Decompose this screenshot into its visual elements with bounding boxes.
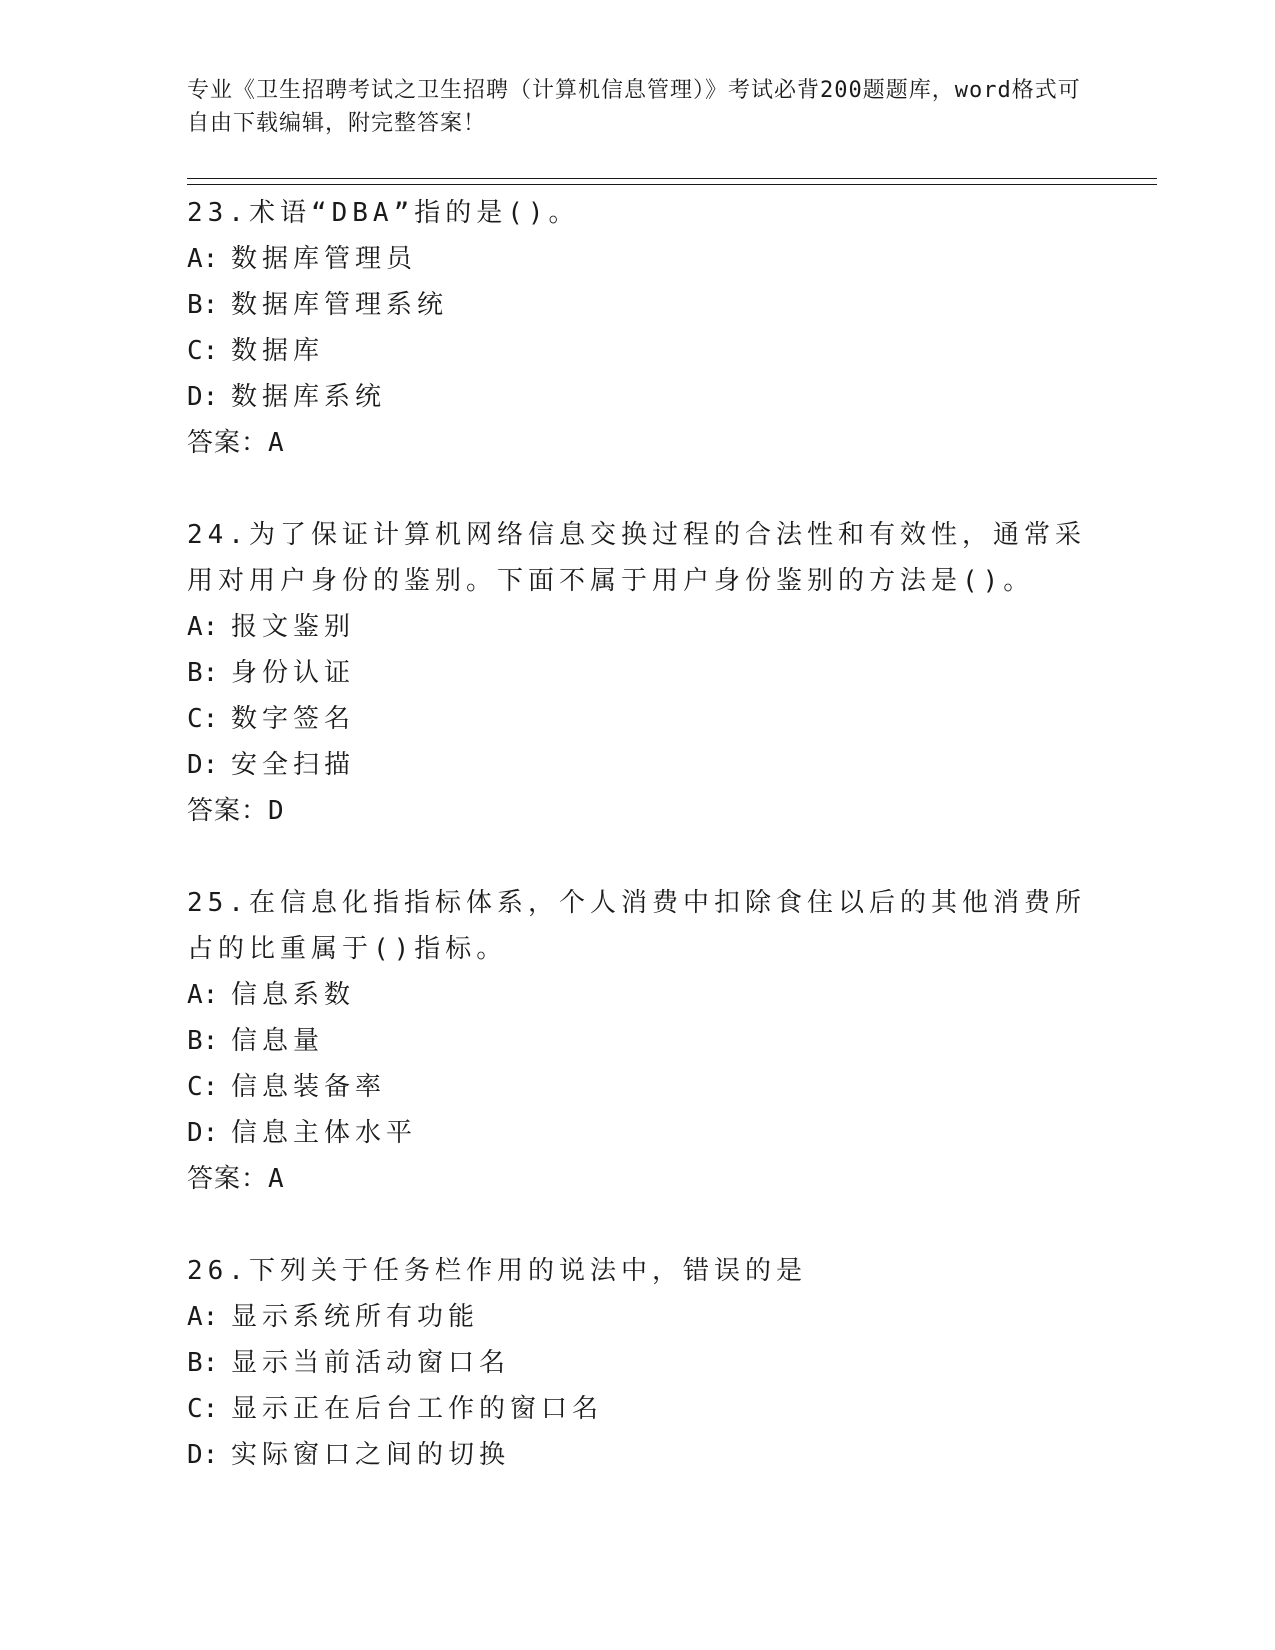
header-text: 专业《卫生招聘考试之卫生招聘（计算机信息管理）》考试必背200题题库，word格式可自由下载编辑，附完整答案！ xyxy=(187,78,1081,136)
header-divider-top xyxy=(187,178,1157,179)
question-stem: 26.下列关于任务栏作用的说法中，错误的是 xyxy=(187,1256,807,1286)
option-key: B: xyxy=(187,658,219,688)
option-text: 数据库 xyxy=(231,336,325,366)
option-text: 信息量 xyxy=(231,1026,325,1056)
option-key: B: xyxy=(187,290,219,320)
answer-label: 答案： xyxy=(187,796,269,826)
option-key: A: xyxy=(187,980,219,1010)
option-key: D: xyxy=(187,750,219,780)
option-text: 报文鉴别 xyxy=(231,612,356,642)
option-text: 显示系统所有功能 xyxy=(231,1302,480,1332)
option-key: A: xyxy=(187,1302,219,1332)
option-text: 数据库系统 xyxy=(231,382,387,412)
option-a xyxy=(187,972,1087,1018)
question-25 xyxy=(187,880,1087,1202)
question-24 xyxy=(187,512,1087,834)
option-key: B: xyxy=(187,1026,219,1056)
answer xyxy=(187,420,1087,466)
question-list xyxy=(187,190,1087,1524)
question-26 xyxy=(187,1248,1087,1478)
option-key: C: xyxy=(187,1394,219,1424)
document-header xyxy=(187,74,1157,140)
option-a xyxy=(187,236,1087,282)
option-key: D: xyxy=(187,1118,219,1148)
option-key: B: xyxy=(187,1348,219,1378)
answer-value: D xyxy=(268,796,285,826)
question-stem: 24.为了保证计算机网络信息交换过程的合法性和有效性，通常采用对用户身份的鉴别。下面不属于用户身份鉴别的方法是()。 xyxy=(187,520,1086,596)
option-c xyxy=(187,696,1087,742)
answer-value: A xyxy=(268,1164,285,1194)
option-a xyxy=(187,604,1087,650)
question-stem: 25.在信息化指指标体系，个人消费中扣除食住以后的其他消费所占的比重属于()指标。 xyxy=(187,888,1086,964)
option-text: 显示正在后台工作的窗口名 xyxy=(231,1394,604,1424)
option-key: D: xyxy=(187,382,219,412)
option-d xyxy=(187,374,1087,420)
option-b xyxy=(187,650,1087,696)
option-text: 安全扫描 xyxy=(231,750,356,780)
option-key: A: xyxy=(187,244,219,274)
option-b xyxy=(187,1340,1087,1386)
option-d xyxy=(187,1432,1087,1478)
option-c xyxy=(187,1386,1087,1432)
option-key: A: xyxy=(187,612,219,642)
option-text: 显示当前活动窗口名 xyxy=(231,1348,511,1378)
option-text: 数据库管理员 xyxy=(231,244,418,274)
option-text: 数字签名 xyxy=(231,704,356,734)
option-text: 信息主体水平 xyxy=(231,1118,418,1148)
question-stem: 23.术语“DBA”指的是()。 xyxy=(187,198,580,228)
answer xyxy=(187,1156,1087,1202)
option-key: C: xyxy=(187,336,219,366)
option-b xyxy=(187,282,1087,328)
answer xyxy=(187,788,1087,834)
option-c xyxy=(187,328,1087,374)
option-key: C: xyxy=(187,704,219,734)
option-text: 数据库管理系统 xyxy=(231,290,449,320)
option-text: 信息系数 xyxy=(231,980,356,1010)
answer-label: 答案： xyxy=(187,428,269,458)
option-d xyxy=(187,1110,1087,1156)
question-23 xyxy=(187,190,1087,466)
option-b xyxy=(187,1018,1087,1064)
option-text: 实际窗口之间的切换 xyxy=(231,1440,511,1470)
option-c xyxy=(187,1064,1087,1110)
option-d xyxy=(187,742,1087,788)
option-text: 信息装备率 xyxy=(231,1072,387,1102)
option-key: D: xyxy=(187,1440,219,1470)
option-key: C: xyxy=(187,1072,219,1102)
option-text: 身份认证 xyxy=(231,658,356,688)
option-a xyxy=(187,1294,1087,1340)
answer-label: 答案： xyxy=(187,1164,269,1194)
answer-value: A xyxy=(268,428,285,458)
header-divider-bottom xyxy=(187,184,1157,185)
